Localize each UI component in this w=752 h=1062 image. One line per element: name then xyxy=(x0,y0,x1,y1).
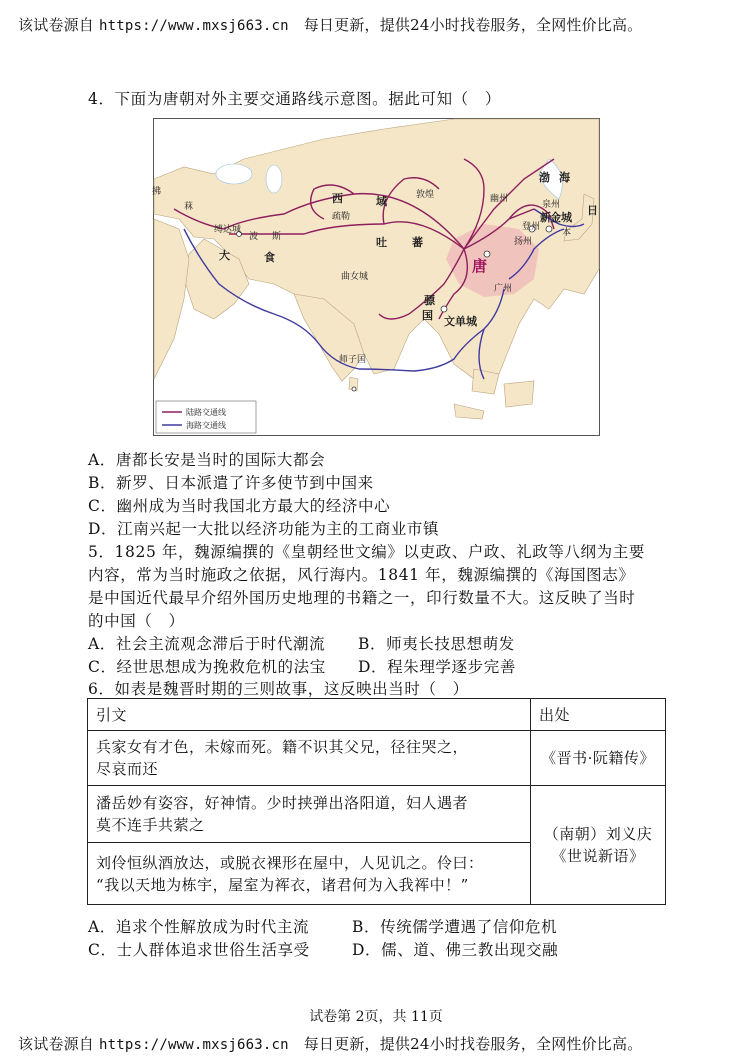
table-header-quote: 引文 xyxy=(88,699,531,731)
table-row-3-quote: 刘伶恒纵酒放达，或脱衣裸形在屋中，人见讥之。伶曰： “我以天地为栋宇，屋室为裈衣，诸君何为入我裈中！” xyxy=(88,843,531,905)
label-lin: 菻 xyxy=(184,202,194,212)
table-row-2-source: （南朝）刘义庆 《世说新语》 xyxy=(531,786,666,905)
footer-slogan: 每日更新，提供24小时找卷服务，全网性价比高。 xyxy=(303,1035,643,1053)
label-xi: 西 xyxy=(332,192,343,205)
q5-line-4: 的中国（ ） xyxy=(88,612,185,630)
label-yu: 域 xyxy=(376,195,387,208)
table-row-1-source: 《晋书·阮籍传》 xyxy=(531,731,666,786)
label-shule: 疏勒 xyxy=(332,212,351,222)
q6-stem: 6．如表是魏晋时期的三则故事，这反映出当时（ ） xyxy=(88,680,469,698)
q5-line-1: 5．1825 年，魏源编撰的《皇朝经世文编》以吏政、户政、礼政等八纲为主要 xyxy=(88,543,645,561)
label-guangzhou: 广州 xyxy=(494,284,513,294)
legend-land: 陆路交通线 xyxy=(186,408,226,417)
label-tu: 吐 xyxy=(376,236,387,249)
label-fu: 拂 xyxy=(152,187,162,197)
label-bohai-hai: 海 xyxy=(559,171,570,184)
q6-option-c[interactable]: C．士人群体追求世俗生活享受 xyxy=(88,941,310,959)
page-number: 试卷第 2页，共 11页 xyxy=(309,1009,443,1025)
footer-url[interactable]: https://www.mxsj663.cn xyxy=(98,1037,289,1053)
header-url[interactable]: https://www.mxsj663.cn xyxy=(98,18,289,34)
label-dashi-da: 大 xyxy=(219,249,230,262)
label-bosi-si: 斯 xyxy=(272,232,282,242)
label-dashi-shi: 食 xyxy=(264,251,275,264)
q4-option-d[interactable]: D．江南兴起一大批以经济功能为主的工商业市镇 xyxy=(88,520,440,538)
q5-line-3: 是中国近代最早介绍外国历史地理的书籍之一，印行数量不大。这反映了当时 xyxy=(88,589,636,607)
q6-table xyxy=(87,698,666,905)
footer-prefix: 该试卷源自 xyxy=(18,1035,95,1053)
map-svg xyxy=(154,119,599,435)
q5-option-b[interactable]: B．师夷长技思想萌发 xyxy=(358,635,515,653)
q5-option-d[interactable]: D．程朱理学逐步完善 xyxy=(358,658,516,676)
page-header xyxy=(18,14,642,35)
label-xinluo: 新 xyxy=(540,211,551,224)
label-bohai-bo: 渤 xyxy=(539,171,550,184)
q4-stem: 4．下面为唐朝对外主要交通路线示意图。据此可知（ ） xyxy=(88,90,501,108)
label-piao: 骠 xyxy=(424,294,435,307)
label-ben: 本 xyxy=(562,228,572,238)
q4-option-c[interactable]: C．幽州成为当时我国北方最大的经济中心 xyxy=(88,497,391,515)
label-ri: 日 xyxy=(587,204,598,217)
q6-option-d[interactable]: D．儒、道、佛三教出现交融 xyxy=(352,941,559,959)
label-wendancheng: 文单城 xyxy=(444,315,477,328)
legend-sea: 海路交通线 xyxy=(186,421,226,430)
q5-option-a[interactable]: A．社会主流观念滞后于时代潮流 xyxy=(88,635,326,653)
q5-line-2: 内容，常为当时施政之依据，风行海内。1841 年，魏源编撰的《海国图志》 xyxy=(88,566,635,584)
table-header-source: 出处 xyxy=(531,699,666,731)
table-row-2-quote: 潘岳妙有姿容，好神情。少时挟弹出洛阳道，妇人遇者 莫不连手共萦之 xyxy=(88,786,531,843)
label-youzhou: 幽州 xyxy=(490,194,509,204)
label-bo: 蕃 xyxy=(412,236,423,249)
label-bosi-bo: 波 xyxy=(249,232,259,242)
page-footer-banner xyxy=(18,1033,642,1054)
table-row-1-quote: 兵家女有才色，未嫁而死。籍不识其父兄，径往哭之， 尽哀而还 xyxy=(88,731,531,786)
q6-option-a[interactable]: A．追求个性解放成为时代主流 xyxy=(88,918,310,936)
header-slogan: 每日更新，提供24小时找卷服务，全网性价比高。 xyxy=(303,16,643,34)
q4-option-b[interactable]: B．新罗、日本派遣了许多使节到中国来 xyxy=(88,474,374,492)
label-qunucheng: 曲女城 xyxy=(341,272,369,282)
label-fuda: 缚达城 xyxy=(214,225,242,235)
q6-option-b[interactable]: B．传统儒学遭遇了信仰危机 xyxy=(352,918,558,936)
label-dengzhou: 登州 xyxy=(522,222,541,232)
label-dunhuang: 敦煌 xyxy=(416,190,435,200)
q5-option-c[interactable]: C．经世思想成为挽救危机的法宝 xyxy=(88,658,326,676)
label-tang: 唐 xyxy=(472,257,488,275)
label-shiziguo: 师子国 xyxy=(339,355,367,365)
label-quanzhou-top: 泉州 xyxy=(542,200,561,210)
label-yangzhou: 扬州 xyxy=(514,237,533,247)
label-guo: 国 xyxy=(422,309,433,322)
label-jincheng: 金城 xyxy=(550,211,572,224)
header-prefix: 该试卷源自 xyxy=(18,16,95,34)
map-legend xyxy=(156,401,256,433)
tang-routes-map xyxy=(153,118,600,436)
q4-option-a[interactable]: A．唐都长安是当时的国际大都会 xyxy=(88,451,326,469)
